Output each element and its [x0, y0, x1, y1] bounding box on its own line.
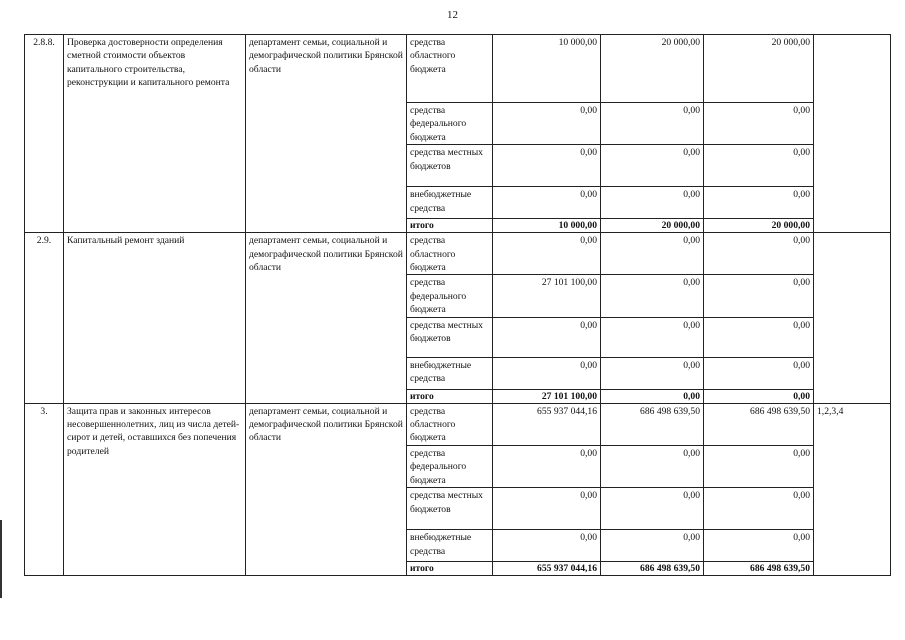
funding-source: средства областного бюджета	[407, 403, 493, 445]
funding-source: внебюджетные средства	[407, 187, 493, 219]
funding-source: итого	[407, 562, 493, 576]
table-row	[25, 233, 891, 275]
funding-source: средства местных бюджетов	[407, 488, 493, 530]
amount-v3: 686 498 639,50	[704, 403, 814, 445]
table-row	[25, 403, 891, 445]
section-name: Капитальный ремонт зданий	[64, 233, 246, 403]
funding-source: средства областного бюджета	[407, 233, 493, 275]
amount-v3: 0,00	[704, 145, 814, 187]
amount-v1: 0,00	[493, 357, 601, 389]
amount-v2: 0,00	[601, 145, 704, 187]
section-code: 3.	[25, 403, 64, 575]
page-number: 12	[447, 9, 458, 21]
amount-v1: 0,00	[493, 187, 601, 219]
amount-v1: 0,00	[493, 103, 601, 145]
section-note	[814, 35, 891, 233]
amount-v3: 0,00	[704, 389, 814, 403]
table-row	[25, 35, 891, 103]
section-executor: департамент семьи, социальной и демографической политики Брянской области	[246, 403, 407, 575]
amount-v2: 20 000,00	[601, 35, 704, 103]
amount-v1: 27 101 100,00	[493, 275, 601, 317]
amount-v2: 0,00	[601, 233, 704, 275]
amount-v2: 686 498 639,50	[601, 562, 704, 576]
amount-v1: 655 937 044,16	[493, 403, 601, 445]
funding-source: внебюджетные средства	[407, 357, 493, 389]
amount-v2: 0,00	[601, 317, 704, 357]
amount-v1: 0,00	[493, 445, 601, 487]
section-code: 2.9.	[25, 233, 64, 403]
amount-v1: 0,00	[493, 317, 601, 357]
amount-v1: 0,00	[493, 145, 601, 187]
funding-source: средства местных бюджетов	[407, 317, 493, 357]
amount-v2: 686 498 639,50	[601, 403, 704, 445]
amount-v2: 0,00	[601, 357, 704, 389]
amount-v3: 20 000,00	[704, 35, 814, 103]
amount-v2: 0,00	[601, 275, 704, 317]
amount-v3: 0,00	[704, 233, 814, 275]
section-note	[814, 233, 891, 403]
amount-v1: 10 000,00	[493, 35, 601, 103]
amount-v2: 0,00	[601, 445, 704, 487]
section-executor: департамент семьи, социальной и демографической политики Брянской области	[246, 35, 407, 233]
funding-source: итого	[407, 219, 493, 233]
amount-v3: 0,00	[704, 357, 814, 389]
amount-v2: 0,00	[601, 488, 704, 530]
section-name: Проверка достоверности определения сметной стоимости объектов капитального строительства, реконструкции и капитального ремонта	[64, 35, 246, 233]
amount-v1: 655 937 044,16	[493, 562, 601, 576]
amount-v3: 20 000,00	[704, 219, 814, 233]
amount-v3: 686 498 639,50	[704, 562, 814, 576]
budget-table	[24, 34, 891, 576]
section-note: 1,2,3,4	[814, 403, 891, 575]
amount-v3: 0,00	[704, 488, 814, 530]
funding-source: средства местных бюджетов	[407, 145, 493, 187]
amount-v2: 0,00	[601, 187, 704, 219]
funding-source: средства федерального бюджета	[407, 445, 493, 487]
amount-v1: 0,00	[493, 530, 601, 562]
table-body	[25, 35, 891, 576]
amount-v3: 0,00	[704, 187, 814, 219]
funding-source: средства федерального бюджета	[407, 103, 493, 145]
funding-source: средства областного бюджета	[407, 35, 493, 103]
section-name: Защита прав и законных интересов несовершеннолетних, лиц из числа детей-сирот и детей, оставшихся без попечения родителей	[64, 403, 246, 575]
amount-v1: 0,00	[493, 233, 601, 275]
amount-v3: 0,00	[704, 317, 814, 357]
amount-v2: 0,00	[601, 530, 704, 562]
amount-v3: 0,00	[704, 103, 814, 145]
amount-v3: 0,00	[704, 530, 814, 562]
section-code: 2.8.8.	[25, 35, 64, 233]
funding-source: средства федерального бюджета	[407, 275, 493, 317]
section-executor: департамент семьи, социальной и демографической политики Брянской области	[246, 233, 407, 403]
amount-v1: 0,00	[493, 488, 601, 530]
amount-v3: 0,00	[704, 275, 814, 317]
funding-source: внебюджетные средства	[407, 530, 493, 562]
amount-v2: 0,00	[601, 103, 704, 145]
amount-v2: 20 000,00	[601, 219, 704, 233]
amount-v1: 10 000,00	[493, 219, 601, 233]
funding-source: итого	[407, 389, 493, 403]
amount-v1: 27 101 100,00	[493, 389, 601, 403]
amount-v2: 0,00	[601, 389, 704, 403]
amount-v3: 0,00	[704, 445, 814, 487]
scan-edge-mark	[0, 520, 2, 598]
